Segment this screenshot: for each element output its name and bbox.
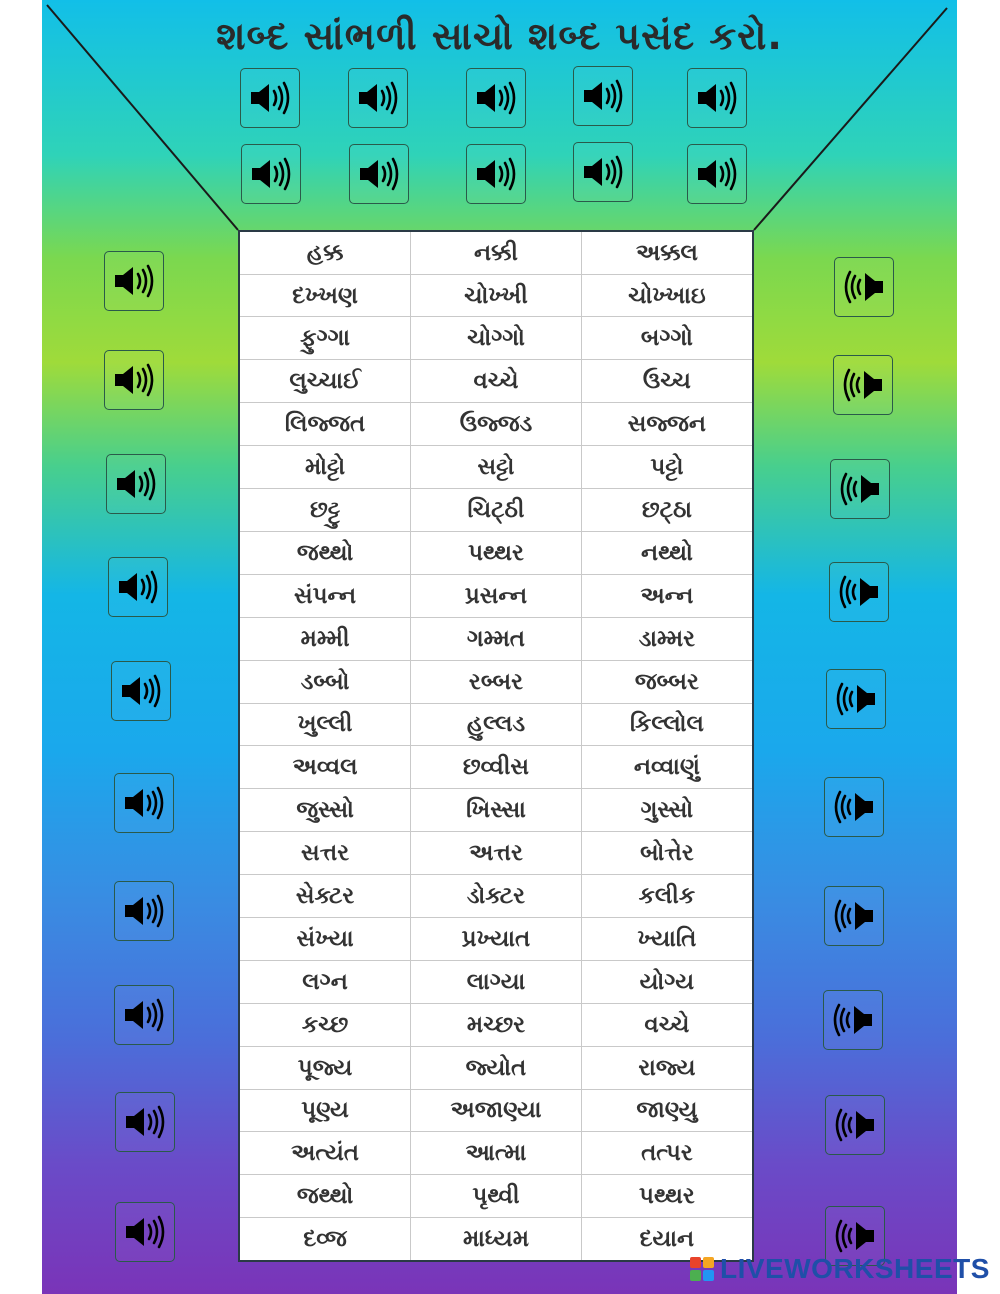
word-cell[interactable]: છટ્ઠા xyxy=(581,489,752,532)
speaker-volume-icon xyxy=(578,152,628,192)
table-row xyxy=(240,875,752,918)
word-cell[interactable]: પટ્ટો xyxy=(581,446,752,489)
word-cell[interactable]: જુસ્સો xyxy=(240,789,411,832)
speaker-volume-icon xyxy=(119,891,169,931)
word-cell[interactable]: નથ્થો xyxy=(581,531,752,574)
word-cell[interactable]: મોટ્ટો xyxy=(240,446,411,489)
left-speaker-button-2[interactable] xyxy=(104,350,164,410)
word-cell[interactable]: ખિસ્સા xyxy=(411,789,582,832)
left-speaker-button-3[interactable] xyxy=(106,454,166,514)
word-cell[interactable]: ખુલ્લી xyxy=(240,703,411,746)
right-speaker-button-8[interactable] xyxy=(823,990,883,1050)
word-cell[interactable]: છવ્વીસ xyxy=(411,746,582,789)
word-cell[interactable]: લગ્ન xyxy=(240,960,411,1003)
speaker-volume-icon xyxy=(354,154,404,194)
right-speaker-button-9[interactable] xyxy=(825,1095,885,1155)
word-cell[interactable]: રબ્બર xyxy=(411,660,582,703)
table-row xyxy=(240,531,752,574)
table-row xyxy=(240,274,752,317)
table-row xyxy=(240,660,752,703)
table-row xyxy=(240,574,752,617)
word-cell[interactable]: જથ્થો xyxy=(240,1175,411,1218)
word-cell[interactable]: ડામ્મર xyxy=(581,617,752,660)
table-row xyxy=(240,789,752,832)
word-cell[interactable]: જબ્બર xyxy=(581,660,752,703)
speaker-volume-icon xyxy=(119,783,169,823)
speaker-volume-icon xyxy=(829,896,879,936)
left-speaker-button-10[interactable] xyxy=(115,1202,175,1262)
word-cell[interactable]: ડોક્ટર xyxy=(411,875,582,918)
speaker-volume-icon xyxy=(834,572,884,612)
word-cell[interactable]: માધ્યમ xyxy=(411,1218,582,1260)
word-cell[interactable]: ખ્યાતિ xyxy=(581,917,752,960)
table-row xyxy=(240,1003,752,1046)
word-cell[interactable]: પ્રસન્ન xyxy=(411,574,582,617)
word-cell[interactable]: યોગ્ય xyxy=(581,960,752,1003)
speaker-volume-icon xyxy=(120,1212,170,1252)
word-cell[interactable]: દયાન xyxy=(639,1226,695,1253)
table-row xyxy=(240,960,752,1003)
table-row xyxy=(240,489,752,532)
left-speaker-button-4[interactable] xyxy=(108,557,168,617)
speaker-volume-icon xyxy=(578,76,628,116)
word-cell[interactable]: હુલ્લડ xyxy=(411,703,582,746)
word-cell[interactable]: ચિટ્ઠી xyxy=(411,489,582,532)
logo-square xyxy=(703,1257,714,1268)
right-speaker-button-3[interactable] xyxy=(830,459,890,519)
speaker-volume-icon xyxy=(119,995,169,1035)
word-cell[interactable]: અક્કલ xyxy=(581,232,752,274)
top-speaker-button-8[interactable] xyxy=(466,144,526,204)
word-cell[interactable]: તત્પર xyxy=(581,1132,752,1175)
logo-square xyxy=(690,1257,701,1268)
word-cell[interactable]: ઉજ્જડ xyxy=(411,403,582,446)
word-cell[interactable]: પૂજ્ય xyxy=(240,1046,411,1089)
table-row xyxy=(240,1046,752,1089)
word-cell[interactable]: દખ્ખણ xyxy=(240,274,411,317)
speaker-volume-icon xyxy=(471,78,521,118)
word-cell[interactable]: દવ્જ xyxy=(240,1218,411,1260)
word-cell[interactable]: ડબ્બો xyxy=(240,660,411,703)
table-row xyxy=(240,360,752,403)
word-cell[interactable]: પૂણ્ય xyxy=(240,1089,411,1132)
top-speaker-button-4[interactable] xyxy=(573,66,633,126)
right-speaker-button-4[interactable] xyxy=(829,562,889,622)
word-cell[interactable]: અવ્વલ xyxy=(240,746,411,789)
speaker-volume-icon xyxy=(830,1105,880,1145)
speaker-volume-icon xyxy=(245,78,295,118)
word-table xyxy=(238,230,754,1262)
speaker-volume-icon xyxy=(109,360,159,400)
table-row xyxy=(240,1175,752,1218)
word-cell[interactable]: હક્ક xyxy=(240,232,411,274)
word-cell[interactable]: પથ્થર xyxy=(581,1175,752,1218)
table-row xyxy=(240,1132,752,1175)
speaker-volume-icon xyxy=(839,267,889,307)
word-cell[interactable]: કલીક xyxy=(581,875,752,918)
speaker-volume-icon xyxy=(829,787,879,827)
page-title: શબ્દ સાંભળી સાચો શબ્દ પસંદ કરો. xyxy=(216,14,783,58)
word-cell[interactable]: ચોખ્ખી xyxy=(411,274,582,317)
word-cell[interactable]: નવ્વાણું xyxy=(581,746,752,789)
top-speaker-button-2[interactable] xyxy=(348,68,408,128)
liveworksheets-logo-icon xyxy=(690,1257,714,1281)
table-row xyxy=(240,703,752,746)
speaker-volume-icon xyxy=(692,154,742,194)
speaker-volume-icon xyxy=(120,1102,170,1142)
word-cell[interactable]: બગ્ગો xyxy=(581,317,752,360)
speaker-volume-icon xyxy=(828,1000,878,1040)
table-row xyxy=(240,232,752,274)
word-cell[interactable]: ગુસ્સો xyxy=(581,789,752,832)
table-row xyxy=(240,317,752,360)
right-speaker-button-7[interactable] xyxy=(824,886,884,946)
left-speaker-button-7[interactable] xyxy=(114,881,174,941)
word-cell[interactable]: આત્મા xyxy=(411,1132,582,1175)
word-cell[interactable]: સંપન્ન xyxy=(240,574,411,617)
word-cell[interactable]: ઉચ્ચ xyxy=(581,360,752,403)
brand-text: LIVEWORKSHEETS xyxy=(720,1253,990,1284)
word-cell[interactable]: જથ્થો xyxy=(240,531,411,574)
word-cell[interactable]: રાજ્ય xyxy=(581,1046,752,1089)
top-speaker-button-7[interactable] xyxy=(349,144,409,204)
word-cell[interactable]: લાગ્યા xyxy=(411,960,582,1003)
speaker-volume-icon xyxy=(830,1216,880,1256)
word-cell[interactable]: ચોખ્ખાઇ xyxy=(581,274,752,317)
table-row xyxy=(240,917,752,960)
word-cell[interactable]: સજ્જન xyxy=(581,403,752,446)
word-cell[interactable]: સત્તર xyxy=(240,832,411,875)
liveworksheets-brand xyxy=(690,1252,990,1286)
word-cell[interactable]: અજાણ્યા xyxy=(411,1089,582,1132)
word-cell[interactable]: કચ્છ xyxy=(240,1003,411,1046)
word-cell[interactable]: લુચ્ચાઈ xyxy=(240,360,411,403)
word-cell[interactable]: જાણ્યુ xyxy=(581,1089,752,1132)
word-cell[interactable]: વચ્ચે xyxy=(581,1003,752,1046)
logo-square xyxy=(690,1270,701,1281)
word-cell[interactable]: કિલ્લોલ xyxy=(581,703,752,746)
word-cell[interactable]: બોત્તેર xyxy=(581,832,752,875)
word-cell[interactable]: પથ્થર xyxy=(411,531,582,574)
speaker-volume-icon xyxy=(838,365,888,405)
right-speaker-button-6[interactable] xyxy=(824,777,884,837)
top-speaker-button-9[interactable] xyxy=(573,142,633,202)
speaker-volume-icon xyxy=(109,261,159,301)
word-cell[interactable]: ગમ્મત xyxy=(411,617,582,660)
left-speaker-button-8[interactable] xyxy=(114,985,174,1045)
word-cell[interactable]: લિજ્જત xyxy=(240,403,411,446)
word-cell[interactable]: અત્તર xyxy=(411,832,582,875)
right-speaker-button-2[interactable] xyxy=(833,355,893,415)
speaker-volume-icon xyxy=(113,567,163,607)
top-speaker-button-6[interactable] xyxy=(241,144,301,204)
left-speaker-button-6[interactable] xyxy=(114,773,174,833)
table-row xyxy=(240,446,752,489)
word-cell[interactable]: સંખ્યા xyxy=(240,917,411,960)
right-speaker-button-5[interactable] xyxy=(826,669,886,729)
logo-square xyxy=(703,1270,714,1281)
word-cell[interactable]: સેક્ટર xyxy=(240,875,411,918)
word-cell[interactable]: ફુગ્ગા xyxy=(240,317,411,360)
word-cell[interactable]: જ્યોત xyxy=(411,1046,582,1089)
word-cell[interactable]: અત્યંત xyxy=(240,1132,411,1175)
table-row xyxy=(240,832,752,875)
word-cell[interactable]: છટ્ટુ xyxy=(240,489,411,532)
word-cell[interactable]: મચ્છર xyxy=(411,1003,582,1046)
speaker-volume-icon xyxy=(246,154,296,194)
word-cell[interactable]: નક્કી xyxy=(411,232,582,274)
left-speaker-button-9[interactable] xyxy=(115,1092,175,1152)
right-speaker-button-1[interactable] xyxy=(834,257,894,317)
word-cell[interactable]: પૃથ્વી xyxy=(411,1175,582,1218)
left-speaker-button-5[interactable] xyxy=(111,661,171,721)
word-cell[interactable]: અન્ન xyxy=(581,574,752,617)
table-row xyxy=(240,403,752,446)
word-cell[interactable]: સટ્ટો xyxy=(411,446,582,489)
word-cell[interactable]: ચોગ્ગો xyxy=(411,317,582,360)
speaker-volume-icon xyxy=(471,154,521,194)
top-speaker-button-1[interactable] xyxy=(240,68,300,128)
word-cell[interactable]: મમ્મી xyxy=(240,617,411,660)
table-row xyxy=(240,1089,752,1132)
speaker-volume-icon xyxy=(116,671,166,711)
top-speaker-button-3[interactable] xyxy=(466,68,526,128)
left-speaker-button-1[interactable] xyxy=(104,251,164,311)
table-row xyxy=(240,746,752,789)
speaker-volume-icon xyxy=(353,78,403,118)
speaker-volume-icon xyxy=(835,469,885,509)
top-speaker-button-10[interactable] xyxy=(687,144,747,204)
word-cell[interactable]: પ્રખ્યાત xyxy=(411,917,582,960)
speaker-volume-icon xyxy=(111,464,161,504)
table-row xyxy=(240,617,752,660)
top-speaker-button-5[interactable] xyxy=(687,68,747,128)
speaker-volume-icon xyxy=(831,679,881,719)
speaker-volume-icon xyxy=(692,78,742,118)
word-cell[interactable]: વચ્ચે xyxy=(411,360,582,403)
table-row xyxy=(240,1218,752,1260)
